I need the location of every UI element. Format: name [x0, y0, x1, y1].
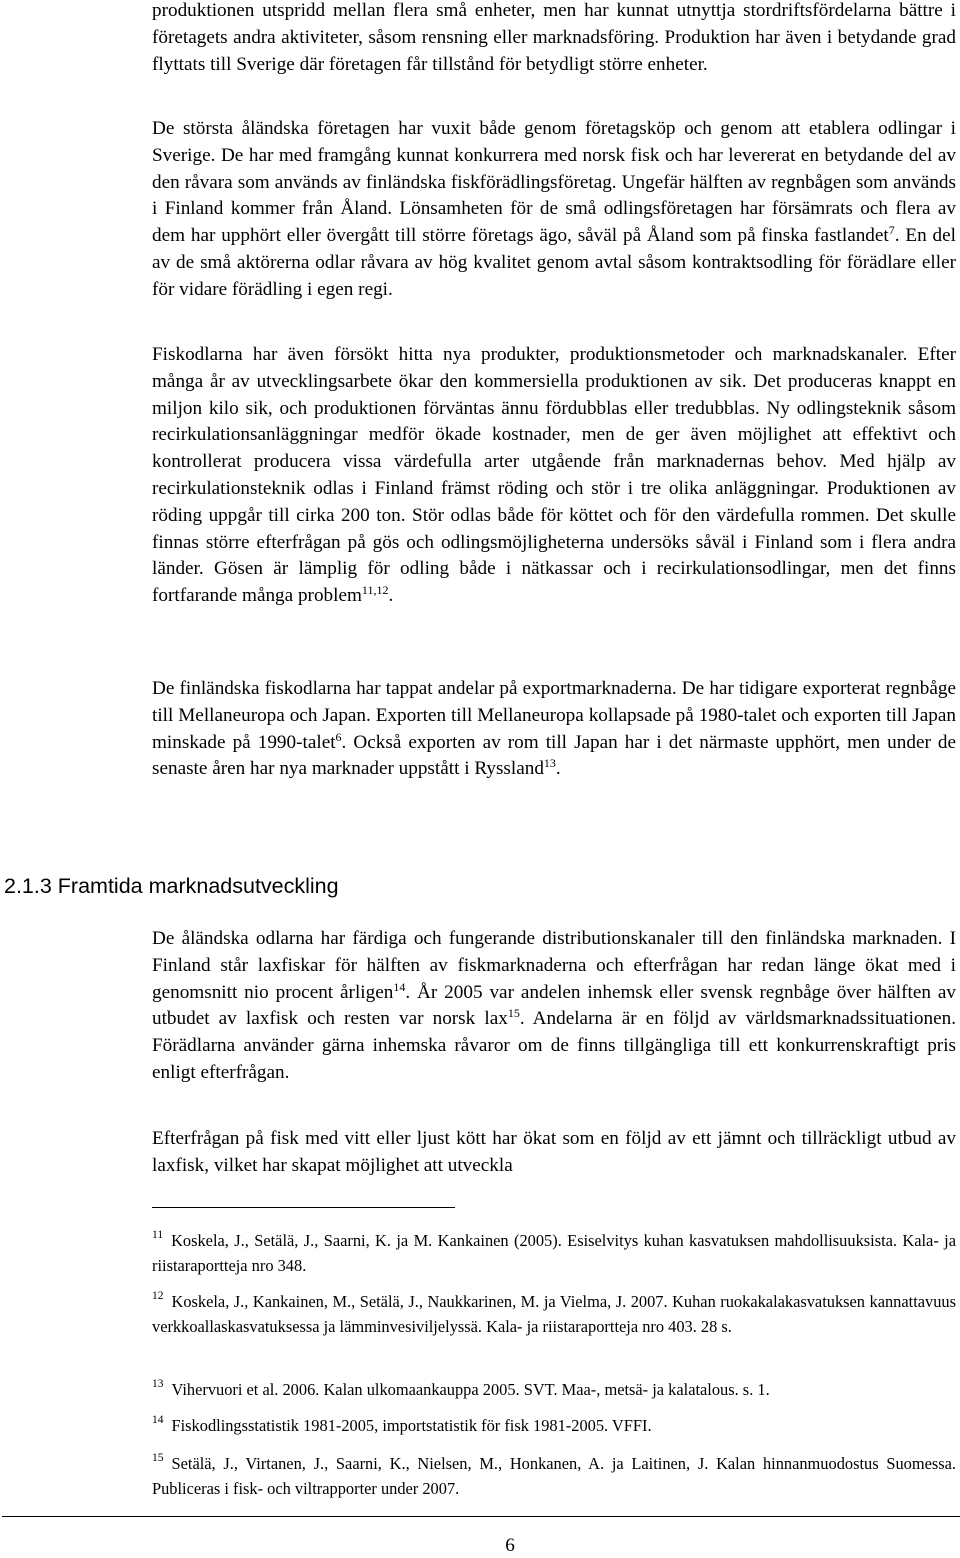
paragraph-text: . — [555, 758, 561, 780]
footnote-12 — [152, 1290, 956, 1339]
paragraph-1 — [152, 0, 956, 78]
paragraph-text: De finländska fiskodlarna har tappat andelar på exportmarknaderna. De har tidigare exporterat regnbåge till Mellaneuropa och Japan. Exporten till Mellaneuropa kollapsade på 1980-talet och exporten till Japan minskade på 1990-talet — [152, 678, 956, 753]
paragraph-text: produktionen utspridd mellan flera små enheter, men har kunnat utnyttja stordriftsfördelarna bättre i företagets andra aktiviteter, såsom rensning eller marknadsföring. Produktion har även i betydande grad flyttats till Sverige där företagen får tillstånd för betydligt större enheter. — [152, 0, 956, 75]
footnote-reference: 11,12 — [361, 583, 389, 598]
footnote-text: Koskela, J., Kankainen, M., Setälä, J., Naukkarinen, M. ja Vielma, J. 2007. Kuhan ruokakalakasvatuksen kannattavuus verkkoallaskasvatuksessa ja lämminvesiviljelyssä. Kala- ja riistaraportteja nro 403. 28 s. — [152, 1292, 956, 1336]
footnote-number: 13 — [152, 1378, 164, 1390]
paragraph-text: . År 2005 var andelen inhemsk eller svensk regnbåge över hälften av utbudet av laxfisk och resten var norsk lax — [152, 981, 956, 1030]
paragraph-text: . Också exporten av rom till Japan har i det närmaste upphört, men under de senaste åren har nya marknader uppstått i Ryssland — [152, 731, 957, 780]
paragraph-text: . Andelarna är en följd av världsmarknadssituationen. Förädlarna använder gärna inhemska råvaror om de finns tillgängliga till ett konkurrenskraftigt pris enligt efterfrågan. — [152, 1008, 957, 1083]
paragraph-text: Fiskodlarna har även försökt hitta nya produkter, produktionsmetoder och marknadskanaler. Efter många år av utvecklingsarbete ökar den kommersiella produktionen av sik. Det produceras knappt en miljon kilo sik, och produktionen förväntas ännu fördubblas eller tredubblas. Ny odlingsteknik såsom recirkulationsanläggningar medför ökade kostnader, men de ger även möjlighet att effektivt och kontrollerat producera vissa värdefulla arter utgående från marknadernas behov. Med hjälp av recirkulationsteknik odlas i Finland främst röding och stör i tre olika anläggningar. Produktionen av röding uppgår till cirka 200 ton. Stör odlas både för köttet och för den värdefulla rommen. Det skulle finnas större efterfrågan på gös och odlingsmöjligheterna undersöks såväl i Finland som i flera andra länder. Gösen är lämplig för odling både i nätkassar och i recirkulationsodlingar, men det finns fortfarande många problem — [152, 344, 956, 607]
paragraph-text: Efterfrågan på fisk med vitt eller ljust kött har ökat som en följd av ett jämnt och tillräckligt utbud av laxfisk, vilket har skapat möjlighet att utveckla — [152, 1128, 956, 1176]
footnote-reference: 15 — [507, 1006, 520, 1021]
paragraph-text: . En del av de små aktörerna odlar råvara av hög kvalitet genom avtal såsom kontraktsodling för förädlare eller för vidare förädling i egen regi. — [152, 225, 956, 300]
footnote-13 — [152, 1378, 956, 1403]
page-number: 6 — [505, 1535, 515, 1556]
paragraph-text: De största åländska företagen har vuxit både genom företagsköp och genom att etablera odlingar i Sverige. De har med framgång kunnat konkurrera med norsk fisk och har levererat en betydande del av den råvara som används av finländska fiskförädlingsföretag. Ungefär hälften av regnbågen som används i Finland kommer från Åland. Lönsamheten för de små odlingsföretagen har försämrats och flera av dem har upphört eller övergått till större företags ägo, såväl på Åland som på finska fastlandet — [152, 118, 956, 247]
footnote-number: 15 — [152, 1452, 164, 1464]
footnote-15 — [152, 1452, 956, 1501]
footnote-text: Vihervuori et al. 2006. Kalan ulkomaankauppa 2005. SVT. Maa-, metsä- ja kalatalous. s. 1. — [171, 1380, 770, 1399]
footnote-reference: 13 — [543, 756, 556, 771]
footnote-number: 12 — [152, 1290, 164, 1302]
footnote-14 — [152, 1414, 956, 1439]
footnote-separator — [152, 1207, 455, 1208]
paragraph-4 — [152, 676, 956, 783]
paragraph-6 — [152, 1126, 956, 1180]
footnote-text: Fiskodlingsstatistik 1981-2005, importstatistik för fisk 1981-2005. VFFI. — [171, 1416, 652, 1435]
paragraph-5 — [152, 926, 956, 1087]
footer-rule — [2, 1516, 960, 1517]
footnote-reference: 6 — [335, 729, 342, 744]
footnote-number: 11 — [152, 1229, 164, 1241]
paragraph-text: . — [388, 585, 394, 607]
footnote-text: Setälä, J., Virtanen, J., Saarni, K., Nielsen, M., Honkanen, A. ja Laitinen, J. Kalan hinnanmuodostus Suomessa. Publiceras i fisk- och viltrapporter under 2007. — [152, 1454, 956, 1498]
paragraph-3 — [152, 342, 956, 610]
footnote-text: Koskela, J., Setälä, J., Saarni, K. ja M. Kankainen (2005). Esiselvitys kuhan kasvatuksen mahdollisuuksista. Kala- ja riistaraportteja nro 348. — [152, 1231, 956, 1275]
section-heading: 2.1.3 Framtida marknadsutveckling — [4, 874, 339, 898]
footnote-reference: 7 — [888, 223, 895, 238]
footnote-reference: 14 — [393, 979, 406, 994]
paragraph-text: De åländska odlarna har färdiga och fungerande distributionskanaler till den finländska marknaden. I Finland står laxfiskar för hälften av fiskmarknaderna och efterfrågan har redan länge ökat med i genomsnitt nio procent årligen — [152, 928, 956, 1003]
footnote-11 — [152, 1229, 956, 1278]
paragraph-2 — [152, 116, 956, 304]
footnote-number: 14 — [152, 1414, 164, 1426]
